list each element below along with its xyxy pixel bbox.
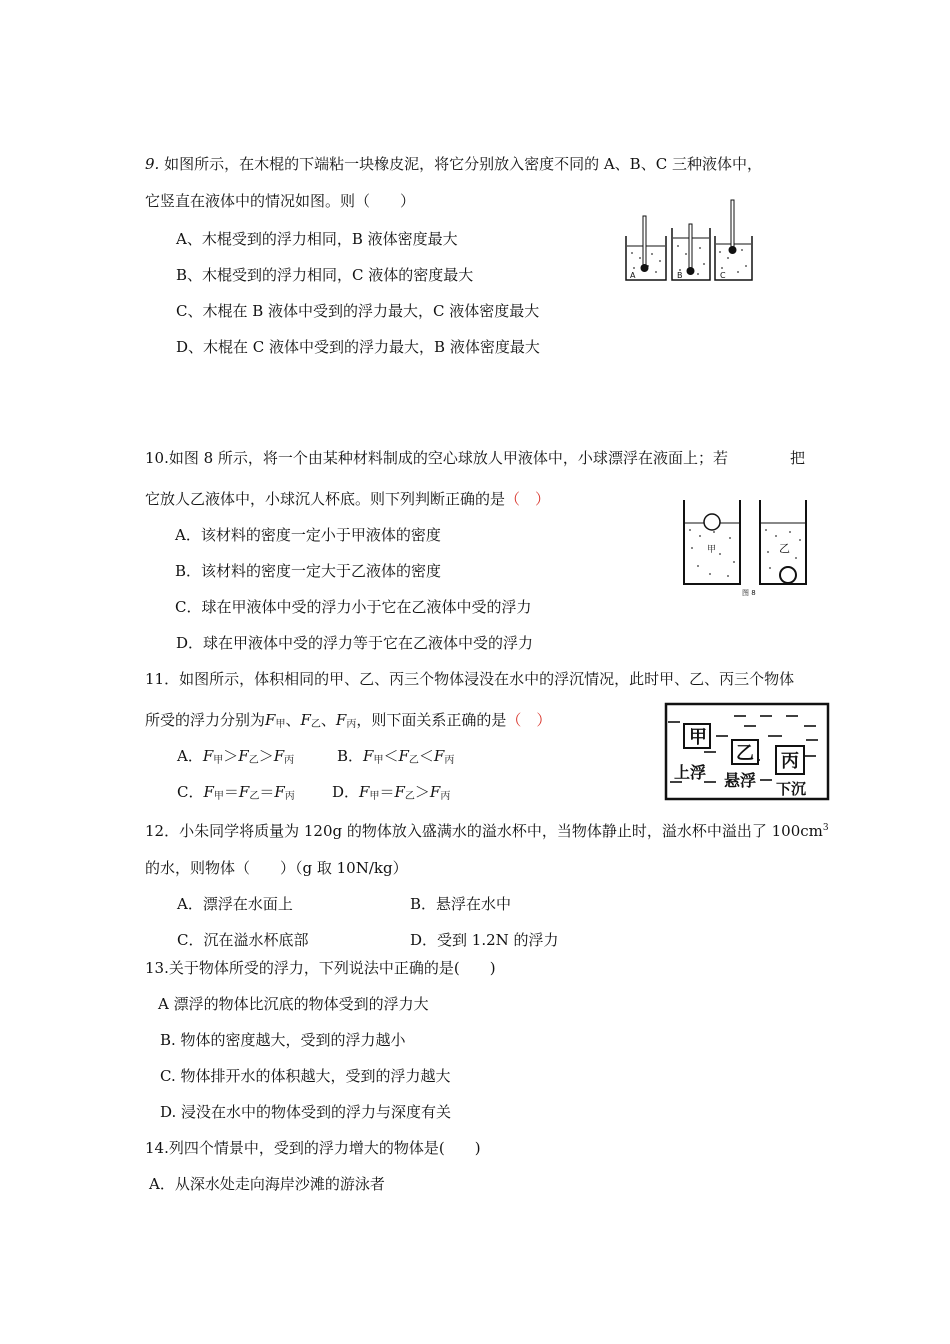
q11-sub-bing: 丙 — [440, 791, 451, 802]
q11-figure-water-tank — [664, 702, 832, 802]
q11-a-label: A． — [177, 747, 203, 765]
q12-stem-text1: 12．小朱同学将质量为 120g 的物体放入盛满水的溢水杯中，当物体静止时，溢水杯中溢出了 100cm — [145, 822, 823, 840]
q11-sub-yi: 乙 — [249, 791, 260, 802]
q11-d-label: D． — [332, 783, 360, 801]
q12-superscript: 3 — [822, 823, 829, 833]
q9-option-d: D、木棍在 C 液体中受到的浮力最大，B 液体密度最大 — [176, 338, 540, 356]
q11-sub-jia: 甲 — [213, 791, 224, 802]
q11-f-symbol: F — [202, 747, 214, 765]
q10-answer-paren: （ ） — [505, 490, 551, 508]
q11-object-yi-label: 乙 — [736, 743, 754, 764]
q11-sub-yi: 乙 — [310, 719, 321, 730]
q11-eq: ＝ — [259, 783, 275, 801]
q13-option-c: C. 物体排开水的体积越大，受到的浮力越大 — [160, 1067, 451, 1085]
q11-lt: ＜ — [418, 747, 434, 765]
q10-option-a: A．该材料的密度一定小于甲液体的密度 — [175, 526, 441, 544]
q10-option-d: D．球在甲液体中受的浮力等于它在乙液体中受的浮力 — [176, 634, 534, 652]
q11-f-symbol: F — [394, 783, 405, 801]
q11-f-symbol: F — [238, 747, 249, 765]
q11-sub-bing: 丙 — [284, 791, 295, 802]
q11-option-d — [332, 782, 450, 807]
q12-option-a: A．漂浮在水面上 — [177, 895, 293, 913]
q11-f-symbol: F — [433, 747, 445, 765]
q11-sub-yi: 乙 — [408, 755, 419, 766]
q11-c-label: C． — [177, 783, 204, 801]
q11-f-symbol: F — [335, 711, 347, 729]
q11-stem-line2 — [145, 710, 551, 735]
q10-cup-jia — [684, 500, 740, 584]
q10-stem-line1-end: 把 — [790, 449, 806, 467]
q11-sub-bing: 丙 — [284, 755, 295, 766]
q11-sep: 、 — [320, 711, 336, 729]
q11-option-a — [177, 746, 294, 771]
q11-f-symbol: F — [429, 783, 441, 801]
q11-option-b — [337, 746, 454, 771]
q10-stem-text2: 它放人乙液体中，小球沉人杯底。则下列判断正确的是 — [145, 490, 506, 508]
q11-sub-jia: 甲 — [275, 719, 286, 730]
q11-object-jia — [684, 724, 710, 748]
q14-stem: 14.列四个情景中，受到的浮力增大的物体是( ) — [145, 1139, 481, 1157]
q9-beaker-c — [715, 200, 752, 280]
q11-label-xiachen: 下沉 — [776, 780, 807, 798]
q9-number: 9. — [145, 155, 160, 173]
q13-stem: 13.关于物体所受的浮力，下列说法中正确的是( ) — [145, 959, 496, 977]
q12-option-c: C．沉在溢水杯底部 — [177, 931, 309, 949]
q10-stem-line1: 10.如图 8 所示，将一个由某种材料制成的空心球放人甲液体中，小球漂浮在液面上；若 — [145, 449, 728, 467]
q11-sub-yi: 乙 — [404, 791, 415, 802]
q9-beaker-b — [672, 224, 710, 280]
q9-figure-three-beakers — [622, 198, 754, 284]
q9-beaker-b-label: B — [677, 271, 683, 280]
q9-option-a: A、木棍受到的浮力相同，B 液体密度最大 — [176, 230, 458, 248]
q13-option-b: B. 物体的密度越大，受到的浮力越小 — [160, 1031, 406, 1049]
q11-lt: ＜ — [383, 747, 399, 765]
q11-gt: ＞ — [223, 747, 239, 765]
q10-cup-yi-label: 乙 — [779, 542, 790, 555]
q11-f-symbol: F — [300, 711, 311, 729]
q11-sub-yi: 乙 — [248, 755, 259, 766]
q11-sub-bing: 丙 — [444, 755, 455, 766]
q12-stem-line1 — [145, 818, 829, 841]
q11-gt: ＞ — [258, 747, 274, 765]
q11-f-symbol: F — [274, 783, 285, 801]
q11-stem-line1: 11．如图所示，体积相同的甲、乙、丙三个物体浸没在水中的浮沉情况，此时甲、乙、丙三个物体 — [145, 670, 795, 688]
q10-figure-caption: 图 8 — [742, 589, 756, 596]
q9-beaker-a-label: A — [630, 271, 636, 280]
q9-beaker-c-label: C — [720, 271, 726, 280]
q10-option-c: C．球在甲液体中受的浮力小于它在乙液体中受的浮力 — [175, 598, 532, 616]
q14-option-a: A．从深水处走向海岸沙滩的游泳者 — [149, 1175, 385, 1193]
q10-stem-line2 — [145, 489, 550, 509]
q11-sep: 、 — [285, 711, 301, 729]
q11-answer-paren: （ ） — [506, 711, 552, 729]
q11-f-symbol: F — [203, 783, 214, 801]
q11-f-symbol: F — [359, 783, 370, 801]
q12-option-d: D．受到 1.2N 的浮力 — [410, 931, 559, 949]
q12-stem-line2: 的水，则物体（ ）（g 取 10N/kg） — [145, 859, 408, 877]
q11-f-symbol: F — [265, 711, 276, 729]
q9-option-c: C、木棍在 B 液体中受到的浮力最大，C 液体密度最大 — [176, 302, 540, 320]
q9-stem-line1 — [145, 154, 762, 174]
q9-stem-text1: 如图所示，在木棍的下端粘一块橡皮泥，将它分别放入密度不同的 A、B、C 三种液体中， — [159, 155, 762, 173]
q11-object-yi — [732, 740, 758, 764]
q11-gt: ＞ — [414, 783, 430, 801]
q9-option-b: B、木棍受到的浮力相同，C 液体的密度最大 — [176, 266, 474, 284]
q11-stem-pre: 所受的浮力分别为 — [145, 711, 266, 729]
q10-cup-jia-label: 甲 — [707, 545, 717, 555]
q11-f-symbol: F — [398, 747, 409, 765]
q9-beaker-a — [626, 216, 666, 280]
q11-object-bing — [776, 746, 804, 774]
q10-figure-two-cups — [680, 496, 810, 596]
q11-f-symbol: F — [238, 783, 250, 801]
q9-stem-line2: 它竖直在液体中的情况如图。则（ ） — [145, 192, 416, 210]
q13-option-a: A 漂浮的物体比沉底的物体受到的浮力大 — [158, 995, 429, 1013]
q11-sub-bing: 丙 — [346, 719, 357, 730]
q11-sub-jia: 甲 — [213, 755, 224, 766]
q11-sub-jia: 甲 — [373, 755, 384, 766]
q11-eq: ＝ — [379, 783, 395, 801]
q10-cup-yi — [760, 500, 806, 584]
q11-eq: ＝ — [223, 783, 239, 801]
q11-label-shangfu: 上浮 — [674, 763, 707, 782]
q11-object-jia-label: 甲 — [689, 727, 707, 748]
q11-label-xuanfu: 悬浮 — [724, 771, 757, 790]
q11-object-bing-label: 丙 — [781, 751, 799, 772]
q11-stem-post: ，则下面关系正确的是 — [356, 711, 507, 729]
q11-sub-jia: 甲 — [369, 791, 380, 802]
q11-option-c — [177, 782, 295, 807]
q11-b-label: B． — [337, 747, 364, 765]
q12-option-b: B．悬浮在水中 — [410, 895, 512, 913]
q13-option-d: D. 浸没在水中的物体受到的浮力与深度有关 — [160, 1103, 452, 1121]
q11-f-symbol: F — [363, 747, 374, 765]
q10-option-b: B．该材料的密度一定大于乙液体的密度 — [175, 562, 442, 580]
q11-f-symbol: F — [273, 747, 285, 765]
